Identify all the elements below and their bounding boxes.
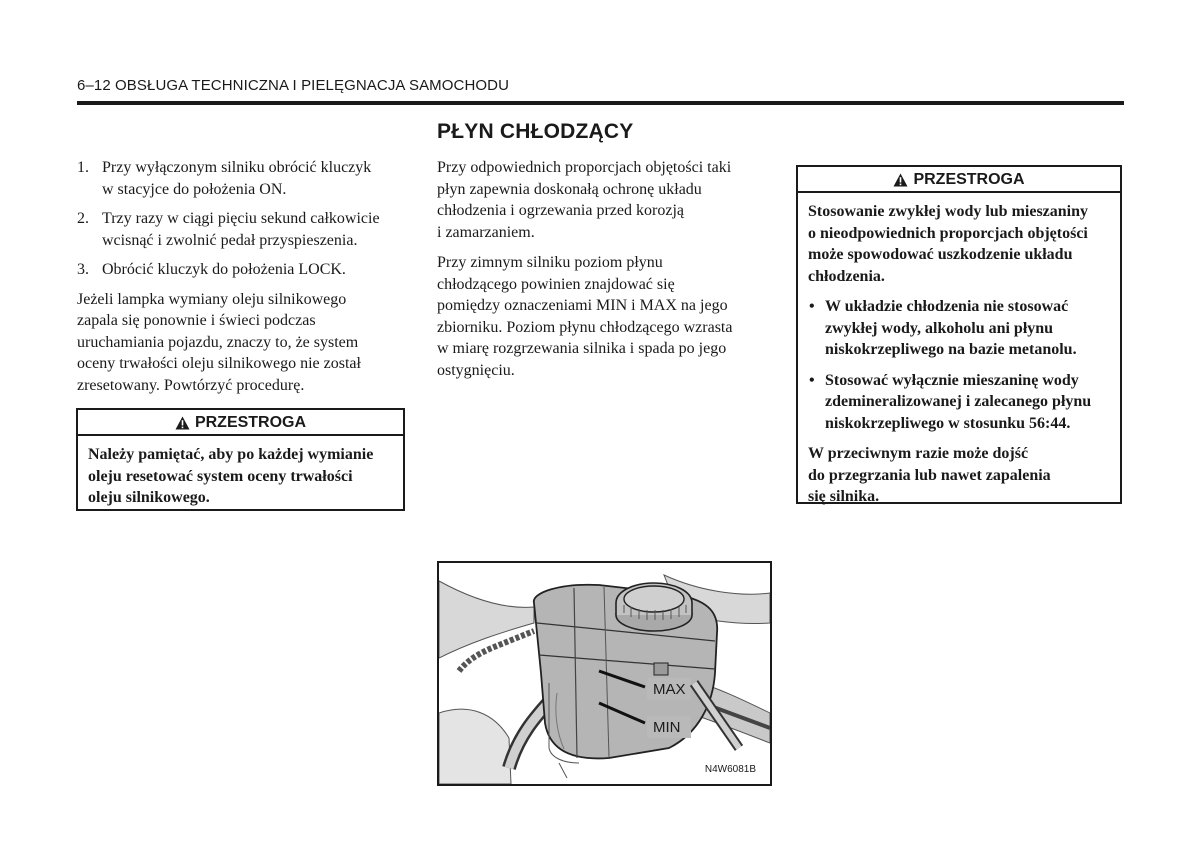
- left-column: [77, 157, 412, 405]
- caution-body: [798, 193, 1120, 525]
- paragraph-line: ostygnięciu.: [437, 361, 515, 379]
- step-number: 3.: [77, 261, 89, 278]
- step-line: Trzy razy w ciągi pięciu sekund całkowicie: [102, 210, 380, 227]
- list-item: [77, 259, 412, 281]
- caution-heading-text: PRZESTROGA: [913, 171, 1025, 188]
- step-line: Obrócić kluczyk do położenia LOCK.: [102, 261, 346, 278]
- paragraph-line: zapala się ponownie i świeci podczas: [77, 312, 316, 329]
- caution-heading: [78, 410, 403, 436]
- paragraph-line: w miarę rozgrzewania silnika i spada po jego: [437, 340, 727, 357]
- coolant-level-paragraph: [437, 252, 772, 381]
- paragraph-line: oceny trwałości oleju silnikowego nie został: [77, 355, 361, 372]
- oil-reset-paragraph: [77, 289, 412, 397]
- list-item: [808, 296, 1110, 361]
- step-number: 2.: [77, 210, 89, 227]
- running-header: 6–12 OBSŁUGA TECHNICZNA I PIELĘGNACJA SAMOCHODU: [77, 77, 510, 94]
- step-line: Przy wyłączonym silniku obrócić kluczyk: [102, 159, 372, 176]
- middle-column: [437, 157, 772, 390]
- caution-box-oil: [76, 408, 405, 511]
- caution-line: może spowodować uszkodzenie układu: [808, 246, 1073, 263]
- caution-line: niskokrzepliwego na bazie metanolu.: [825, 341, 1077, 358]
- caution-line: zdemineralizowanej i zalecanego płynu: [825, 393, 1092, 410]
- caution-heading: [798, 167, 1120, 193]
- warning-triangle-icon: [893, 173, 908, 187]
- list-item: [77, 208, 412, 251]
- caution-line: się silnika.: [808, 488, 880, 505]
- section-title: PŁYN CHŁODZĄCY: [437, 120, 634, 143]
- bullet-icon: •: [809, 298, 815, 315]
- list-item: [77, 157, 412, 200]
- caution-box-coolant: [796, 165, 1122, 504]
- paragraph-line: Przy odpowiednich proporcjach objętości taki: [437, 159, 732, 176]
- step-line: w stacyjce do położenia ON.: [102, 180, 287, 198]
- caution-line: chłodzenia.: [808, 267, 885, 285]
- caution-bullet-list: [808, 296, 1110, 434]
- coolant-protection-paragraph: [437, 157, 772, 243]
- paragraph-line: uruchamiania pojazdu, znaczy to, że system: [77, 333, 359, 351]
- warning-triangle-icon: [175, 416, 190, 430]
- figure-code: N4W6081B: [704, 764, 756, 775]
- paragraph-line: Jeżeli lampka wymiany oleju silnikowego: [77, 290, 347, 308]
- paragraph-line: zbiorniku. Poziom płynu chłodzącego wzrasta: [437, 318, 733, 336]
- caution-body: [78, 436, 403, 517]
- paragraph-line: zresetowany. Powtórzyć procedurę.: [77, 376, 305, 394]
- paragraph-line: chłodzenia i ogrzewania przed korozją: [437, 202, 684, 219]
- paragraph-line: chłodzącego powinien znajdować się: [437, 275, 675, 293]
- bullet-icon: •: [809, 371, 815, 389]
- paragraph-line: pomiędzy oznaczeniami MIN i MAX na jego: [437, 297, 728, 314]
- caution-line: oleju resetować system oceny trwałości: [88, 467, 353, 485]
- caution-line: do przegrzania lub nawet zapalenia: [808, 466, 1051, 484]
- coolant-reservoir-figure: [437, 561, 772, 786]
- header-rule: [77, 101, 1124, 105]
- max-level-label: MAX: [653, 681, 686, 698]
- caution-line: oleju silnikowego.: [88, 489, 210, 506]
- caution-line: zwykłej wody, alkoholu ani płynu: [825, 319, 1054, 337]
- caution-line: niskokrzepliwego w stosunku 56:44.: [825, 414, 1071, 432]
- caution-line: W układzie chłodzenia nie stosować: [825, 298, 1069, 315]
- caution-line: Stosować wyłącznie mieszaninę wody: [825, 371, 1079, 389]
- reset-steps-list: [77, 157, 412, 281]
- paragraph-line: i zamarzaniem.: [437, 223, 535, 241]
- coolant-reservoir-illustration: [439, 563, 770, 784]
- caution-line: Należy pamiętać, aby po każdej wymianie: [88, 446, 374, 463]
- caution-intro: [808, 201, 1110, 287]
- step-number: 1.: [77, 159, 89, 176]
- caution-line: o nieodpowiednich proporcjach objętości: [808, 224, 1088, 242]
- paragraph-line: płyn zapewnia doskonałą ochronę układu: [437, 180, 702, 198]
- paragraph-line: Przy zimnym silniku poziom płynu: [437, 254, 663, 271]
- caution-line: Stosowanie zwykłej wody lub mieszaniny: [808, 203, 1089, 220]
- step-line: wcisnąć i zwolnić pedał przyspieszenia.: [102, 231, 358, 249]
- caution-line: W przeciwnym razie może dojść: [808, 445, 1029, 462]
- list-item: [808, 370, 1110, 435]
- caution-heading-text: PRZESTROGA: [194, 414, 307, 431]
- min-level-label: MIN: [653, 719, 681, 736]
- caution-outro: [808, 443, 1110, 508]
